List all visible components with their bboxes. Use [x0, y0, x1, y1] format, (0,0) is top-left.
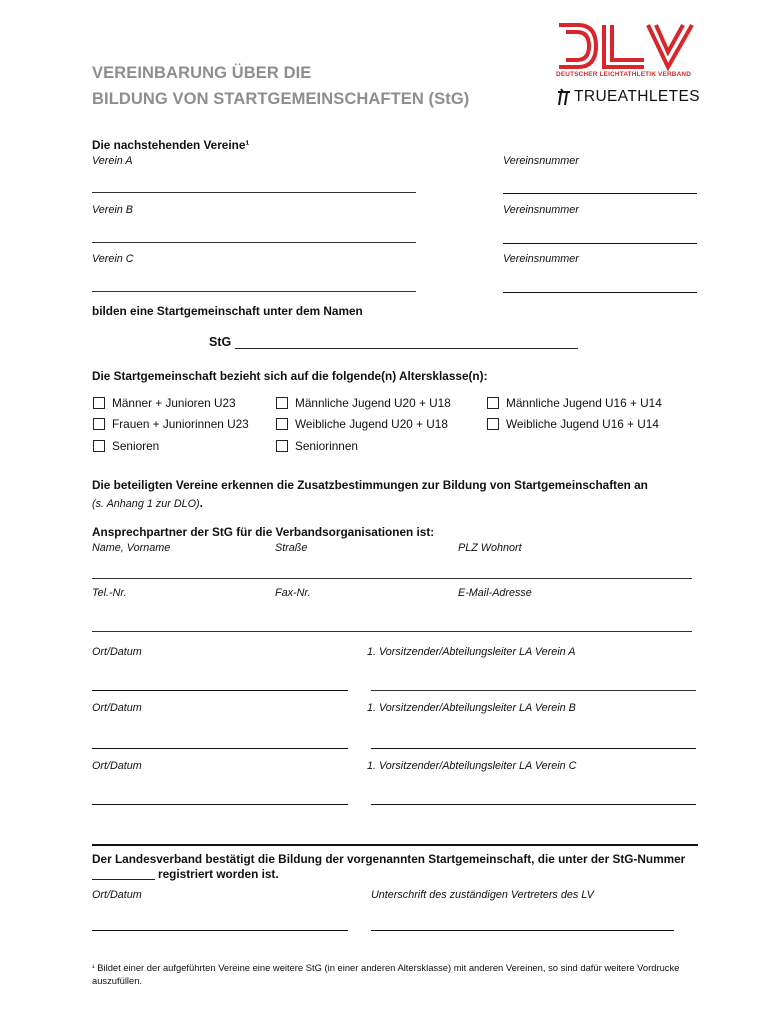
checkbox-label: Senioren: [112, 439, 160, 453]
club-c-name-field[interactable]: [92, 291, 416, 292]
signature-c-place-date-label: Ort/Datum: [92, 760, 142, 772]
signature-b-chair-label: 1. Vorsitzender/Abteilungsleiter LA Verein B: [367, 702, 576, 714]
checkbox-label: Männliche Jugend U16 + U14: [506, 396, 662, 410]
contact-street-label: Straße: [275, 542, 308, 554]
trueathletes-icon: [556, 88, 572, 106]
club-c-label: Verein C: [92, 253, 134, 265]
signature-a-place-date-label: Ort/Datum: [92, 646, 142, 658]
checkbox-maenner-junioren-u23[interactable]: [93, 397, 105, 409]
checkbox-label: Männer + Junioren U23: [112, 396, 236, 410]
dlv-logo-mark: [556, 22, 696, 72]
contact-email-label: E-Mail-Adresse: [458, 587, 532, 599]
club-a-label: Verein A: [92, 155, 133, 167]
contact-address-field[interactable]: [92, 578, 692, 579]
contact-phone-label: Tel.-Nr.: [92, 587, 127, 599]
signature-a-place-date-field[interactable]: [92, 690, 348, 691]
club-b-number-label: Vereinsnummer: [503, 204, 579, 216]
confirmation-signature-label: Unterschrift des zuständigen Vertreters des LV: [371, 889, 594, 901]
checkbox-label: Seniorinnen: [295, 439, 358, 453]
stg-intro: bilden eine Startgemeinschaft unter dem Namen: [92, 304, 363, 318]
terms-statement: Die beteiligten Vereine erkennen die Zusatzbestimmungen zur Bildung von Startgemeinschaften an: [92, 478, 648, 492]
club-c-number-field[interactable]: [503, 292, 697, 293]
dlv-logo: [556, 22, 700, 110]
club-a-number-label: Vereinsnummer: [503, 155, 579, 167]
checkbox-label: Männliche Jugend U20 + U18: [295, 396, 451, 410]
checkbox-weibliche-jugend-u16-u14[interactable]: [487, 418, 499, 430]
checkbox-frauen-juniorinnen-u23[interactable]: [93, 418, 105, 430]
section-divider: [92, 844, 698, 846]
club-a-name-field[interactable]: [92, 192, 416, 193]
club-b-number-field[interactable]: [503, 243, 697, 244]
checkbox-seniorinnen[interactable]: [276, 440, 288, 452]
clubs-heading: Die nachstehenden Vereine¹: [92, 138, 250, 152]
confirmation-signature-field[interactable]: [371, 930, 674, 931]
checkbox-maennliche-jugend-u16-u14[interactable]: [487, 397, 499, 409]
trueathletes-text: TRUEATHLETES: [574, 88, 700, 105]
confirmation-statement: Der Landesverband bestätigt die Bildung der vorgenannten Startgemeinschaft, die unter der StG-Nummer: [92, 852, 686, 866]
checkbox-senioren[interactable]: [93, 440, 105, 452]
contact-heading: Ansprechpartner der StG für die Verbandsorganisationen ist:: [92, 525, 435, 539]
checkbox-weibliche-jugend-u20-u18[interactable]: [276, 418, 288, 430]
dlv-logo-subtitle: DEUTSCHER LEICHTATHLETIK VERBAND: [556, 71, 692, 78]
checkbox-maennliche-jugend-u20-u18[interactable]: [276, 397, 288, 409]
terms-reference-period: .: [199, 496, 203, 510]
signature-c-chair-field[interactable]: [371, 804, 696, 805]
document-title-line1: VEREINBARUNG ÜBER DIE: [92, 64, 312, 82]
trueathletes-logo: [556, 86, 700, 108]
signature-c-place-date-field[interactable]: [92, 804, 348, 805]
signature-b-place-date-field[interactable]: [92, 748, 348, 749]
stg-number-field[interactable]: [92, 879, 155, 880]
contact-fax-label: Fax-Nr.: [275, 587, 311, 599]
signature-a-chair-field[interactable]: [371, 690, 696, 691]
confirmation-place-date-field[interactable]: [92, 930, 348, 931]
stg-name-field[interactable]: [235, 348, 578, 349]
club-b-name-field[interactable]: [92, 242, 416, 243]
signature-c-chair-label: 1. Vorsitzender/Abteilungsleiter LA Verein C: [367, 760, 577, 772]
footnote-line1: [92, 961, 702, 974]
footnote-text: Bildet einer der aufgeführten Vereine eine weitere StG (in einer anderen Altersklasse) mit anderen Vereinen, so sind dafür weitere Vordrucke: [97, 962, 680, 973]
confirmation-place-date-label: Ort/Datum: [92, 889, 142, 901]
confirmation-statement-end: registriert worden ist.: [158, 867, 279, 881]
checkbox-label: Weibliche Jugend U20 + U18: [295, 417, 448, 431]
footnote-line2: auszufüllen.: [92, 975, 143, 986]
contact-zip-city-label: PLZ Wohnort: [458, 542, 522, 554]
terms-reference: [92, 494, 203, 512]
signature-b-place-date-label: Ort/Datum: [92, 702, 142, 714]
club-a-number-field[interactable]: [503, 193, 697, 194]
checkbox-label: Frauen + Juniorinnen U23: [112, 417, 249, 431]
footnote-marker: ¹: [92, 963, 95, 972]
terms-reference-text: (s. Anhang 1 zur DLO): [92, 498, 200, 510]
stg-label: StG: [209, 335, 232, 349]
age-classes-heading: Die Startgemeinschaft bezieht sich auf die folgende(n) Altersklasse(n):: [92, 369, 488, 383]
document-title-line2: BILDUNG VON STARTGEMEINSCHAFTEN (StG): [92, 90, 470, 108]
checkbox-label: Weibliche Jugend U16 + U14: [506, 417, 659, 431]
signature-b-chair-field[interactable]: [371, 748, 696, 749]
signature-a-chair-label: 1. Vorsitzender/Abteilungsleiter LA Verein A: [367, 646, 576, 658]
club-b-label: Verein B: [92, 204, 134, 216]
footnote: [92, 961, 702, 987]
contact-phone-fax-email-field[interactable]: [92, 631, 692, 632]
club-c-number-label: Vereinsnummer: [503, 253, 579, 265]
contact-name-label: Name, Vorname: [92, 542, 171, 554]
